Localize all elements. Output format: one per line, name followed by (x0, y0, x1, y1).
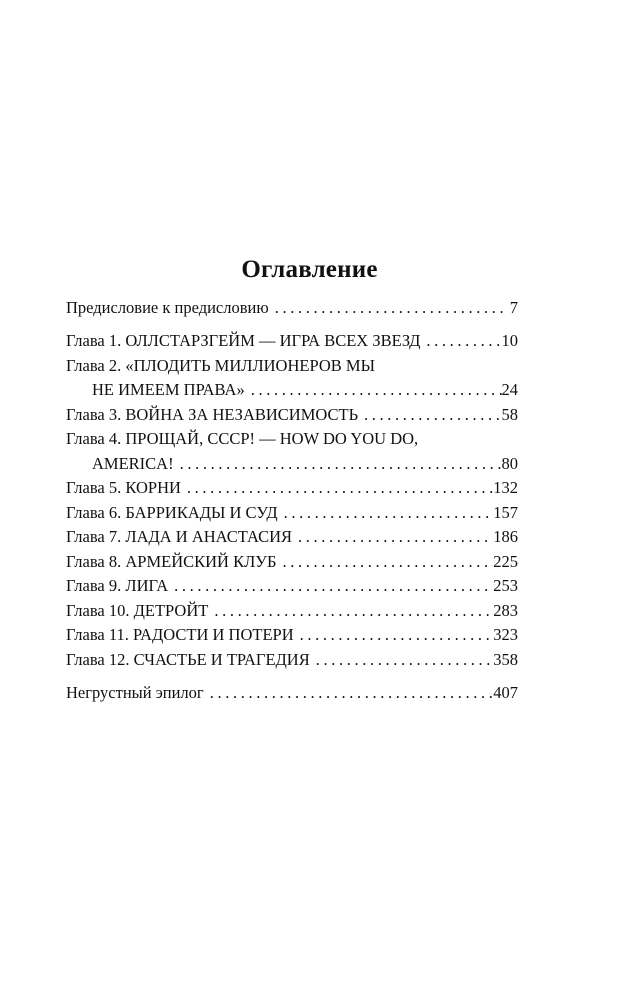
dot-leader (278, 501, 494, 526)
toc-entry-label: Предисловие к предисловию (66, 298, 269, 317)
toc-entry-chapter-5 (66, 476, 518, 501)
toc-entry-chapter-10 (66, 599, 518, 624)
toc-entry-label: Глава 7. ЛАДА И АНАСТАСИЯ (66, 527, 293, 546)
toc-entry-chapter-7 (66, 525, 518, 550)
toc-entry-label: Глава 2. «ПЛОДИТЬ МИЛЛИОНЕРОВ МЫ (66, 355, 375, 375)
dot-leader (294, 623, 494, 648)
toc-entry-label: Глава 3. ВОЙНА ЗА НЕЗАВИСИМОСТЬ (66, 404, 359, 424)
toc-entry-label: Глава 11. РАДОСТИ И ПОТЕРИ (66, 625, 294, 644)
toc-entry-label: Глава 10. ДЕТРОЙТ (66, 600, 209, 620)
toc-entry-page: 157 (493, 502, 518, 522)
toc-entry-label: Глава 8. АРМЕЙСКИЙ КЛУБ (66, 551, 277, 571)
toc-entry-label: Глава 9. ЛИГА (66, 576, 169, 595)
toc-entry-chapter-11 (66, 623, 518, 648)
toc-entry-page: 225 (493, 551, 518, 571)
dot-leader (276, 550, 493, 575)
toc-entry-label: Глава 12. СЧАСТЬЕ И ТРАГЕДИЯ (66, 649, 310, 669)
page-title: Оглавление (241, 256, 378, 283)
toc-entry-page: 132 (493, 478, 518, 497)
dot-leader (168, 574, 493, 599)
toc-entry-preface (66, 296, 518, 321)
dot-leader (245, 378, 502, 403)
toc-entry-page: 323 (493, 625, 518, 644)
toc-entry-label: Глава 1. ОЛЛСТАРЗГЕЙМ — ИГРА ВСЕХ ЗВЕЗД (66, 331, 421, 350)
toc-entry-label-continuation: НЕ ИМЕЕМ ПРАВА» (92, 380, 245, 399)
table-of-contents (66, 296, 518, 705)
dot-leader (181, 476, 493, 501)
dot-leader (358, 403, 501, 428)
toc-entry-page: 58 (501, 404, 518, 424)
toc-entry-chapter-9 (66, 574, 518, 599)
toc-entry-page: 10 (501, 331, 518, 350)
dot-leader (310, 648, 494, 673)
toc-entry-chapter-3 (66, 403, 518, 428)
dot-leader (420, 329, 501, 354)
toc-entry-page: 7 (509, 298, 518, 317)
toc-entry-page: 24 (501, 380, 518, 399)
toc-entry-chapter-4-continuation (66, 452, 518, 477)
toc-entry-label: Негрустный эпилог (66, 682, 204, 702)
toc-entry-page: 186 (493, 527, 518, 546)
toc-entry-chapter-4 (66, 427, 518, 452)
toc-entry-chapter-1 (66, 329, 518, 354)
toc-entry-page: 407 (493, 682, 518, 702)
toc-entry-chapter-2-continuation (66, 378, 518, 403)
toc-entry-chapter-2 (66, 354, 518, 379)
toc-entry-chapter-8 (66, 550, 518, 575)
toc-entry-label: Глава 4. ПРОЩАЙ, СССР! — HOW DO YOU DO, (66, 429, 419, 448)
toc-entry-page: 253 (493, 576, 518, 595)
toc-entry-page: 358 (493, 649, 518, 669)
dot-leader (174, 452, 502, 477)
toc-entry-page: 283 (493, 600, 518, 620)
dot-leader (204, 681, 494, 706)
toc-entry-chapter-6 (66, 501, 518, 526)
toc-entry-epilogue (66, 681, 518, 706)
toc-entry-label: Глава 5. КОРНИ (66, 478, 181, 497)
toc-entry-label: Глава 6. БАРРИКАДЫ И СУД (66, 502, 278, 522)
dot-leader (208, 599, 493, 624)
toc-entry-chapter-12 (66, 648, 518, 673)
toc-entry-page: 80 (501, 453, 518, 473)
dot-leader (292, 525, 493, 550)
toc-entry-label-continuation: AMERICA! (92, 453, 174, 473)
dot-leader (269, 296, 504, 321)
